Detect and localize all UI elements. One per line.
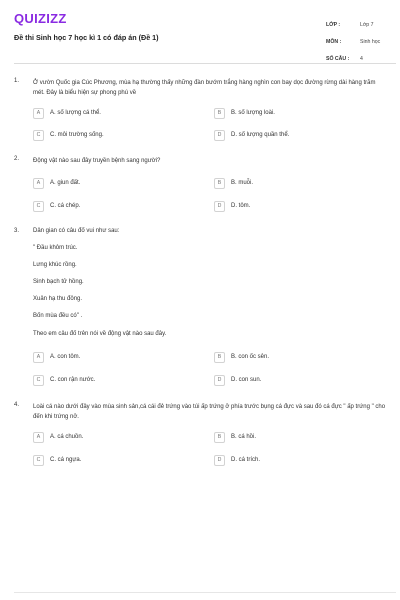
header-divider — [14, 63, 396, 64]
option-text: D. số lượng quần thể. — [231, 132, 290, 138]
meta-label: MÔN : — [326, 38, 342, 45]
option-text: C. môi trường sống. — [50, 132, 104, 138]
option-text: D. con sun. — [231, 377, 262, 383]
meta-value: 4 — [360, 55, 363, 62]
option-b[interactable] — [214, 177, 253, 189]
option-text: B. muỗi. — [231, 180, 254, 186]
question-text: Ở vườn Quốc gia Cúc Phương, mùa hạ thường thấy những đàn bướm trắng hàng nghìn con bay dọc đường rừng dài hàng trăm mét. Đây là biểu hiện sự phong phú về — [33, 80, 376, 96]
option-letter: D — [214, 455, 225, 466]
meta-value: Sinh học — [360, 38, 381, 45]
option-d[interactable] — [214, 374, 261, 386]
option-letter: D — [214, 201, 225, 212]
option-letter: A — [33, 178, 44, 189]
question-line: Bốn mùa đều có" . — [33, 313, 83, 319]
meta-row-class — [326, 16, 396, 33]
meta-label: SỐ CÂU : — [326, 55, 350, 62]
option-a[interactable] — [33, 107, 101, 119]
option-text: D. cá trích. — [231, 457, 261, 463]
meta-row-question-count — [326, 50, 396, 67]
option-text: A. con tôm. — [50, 354, 81, 360]
option-letter: B — [214, 178, 225, 189]
option-text: C. cá ngựa. — [50, 457, 82, 463]
meta-panel — [326, 16, 396, 67]
question-number: 3. — [14, 228, 20, 234]
option-text: C. con rận nước. — [50, 377, 96, 383]
meta-row-subject — [326, 33, 396, 50]
option-letter: C — [33, 130, 44, 141]
question-text: Động vật nào sau đây truyền bệnh sang người? — [33, 158, 161, 164]
option-letter: B — [214, 352, 225, 363]
option-letter: A — [33, 432, 44, 443]
question-number: 4. — [14, 402, 20, 408]
question-number: 2. — [14, 156, 20, 162]
option-letter: C — [33, 201, 44, 212]
page-title: Đề thi Sinh học 7 học kì 1 có đáp án (Đề 1) — [14, 33, 159, 42]
option-letter: D — [214, 130, 225, 141]
option-text: C. cá chép. — [50, 203, 81, 209]
option-text: B. cá hồi. — [231, 434, 257, 440]
question-line: Dân gian có câu đố vui như sau: — [33, 228, 120, 234]
footer-divider — [14, 592, 396, 593]
question-line: Lưng khúc rồng. — [33, 262, 77, 268]
option-a[interactable] — [33, 351, 80, 363]
option-text: B. số lượng loài. — [231, 110, 275, 116]
question-line: " Đầu khôm trúc. — [33, 245, 78, 251]
option-letter: D — [214, 375, 225, 386]
meta-value: Lớp 7 — [360, 21, 374, 28]
option-c[interactable] — [33, 200, 80, 212]
option-text: A. giun đất. — [50, 180, 81, 186]
question-line: Sinh bạch tử hồng. — [33, 279, 84, 285]
option-c[interactable] — [33, 374, 95, 386]
option-text: D. tôm. — [231, 203, 251, 209]
option-d[interactable] — [214, 454, 260, 466]
question-number: 1. — [14, 78, 20, 84]
option-letter: A — [33, 108, 44, 119]
option-b[interactable] — [214, 351, 269, 363]
quizizz-logo: QUIZIZZ — [14, 11, 67, 26]
option-a[interactable] — [33, 177, 80, 189]
option-c[interactable] — [33, 454, 81, 466]
question-line: Xuân hạ thu đông. — [33, 296, 83, 302]
option-d[interactable] — [214, 129, 289, 141]
question-text: Loài cá nào dưới đây vào mùa sinh sản,cá cái đẻ trứng vào túi ấp trứng ở phía trước bụng cá đực và sau đó cá đực " ấp trứng " cho đến khi trứng nở. — [33, 404, 386, 420]
option-letter: C — [33, 375, 44, 386]
option-c[interactable] — [33, 129, 104, 141]
option-b[interactable] — [214, 431, 256, 443]
option-letter: A — [33, 352, 44, 363]
meta-label: LỚP : — [326, 21, 341, 28]
option-letter: B — [214, 432, 225, 443]
option-letter: C — [33, 455, 44, 466]
option-b[interactable] — [214, 107, 275, 119]
option-letter: B — [214, 108, 225, 119]
option-text: A. cá chuồn. — [50, 434, 84, 440]
option-text: B. con ốc sên. — [231, 354, 270, 360]
option-text: A. số lượng cá thể. — [50, 110, 101, 116]
option-d[interactable] — [214, 200, 250, 212]
option-a[interactable] — [33, 431, 83, 443]
question-line: Theo em câu đố trên nói về động vật nào sau đây. — [33, 331, 167, 337]
